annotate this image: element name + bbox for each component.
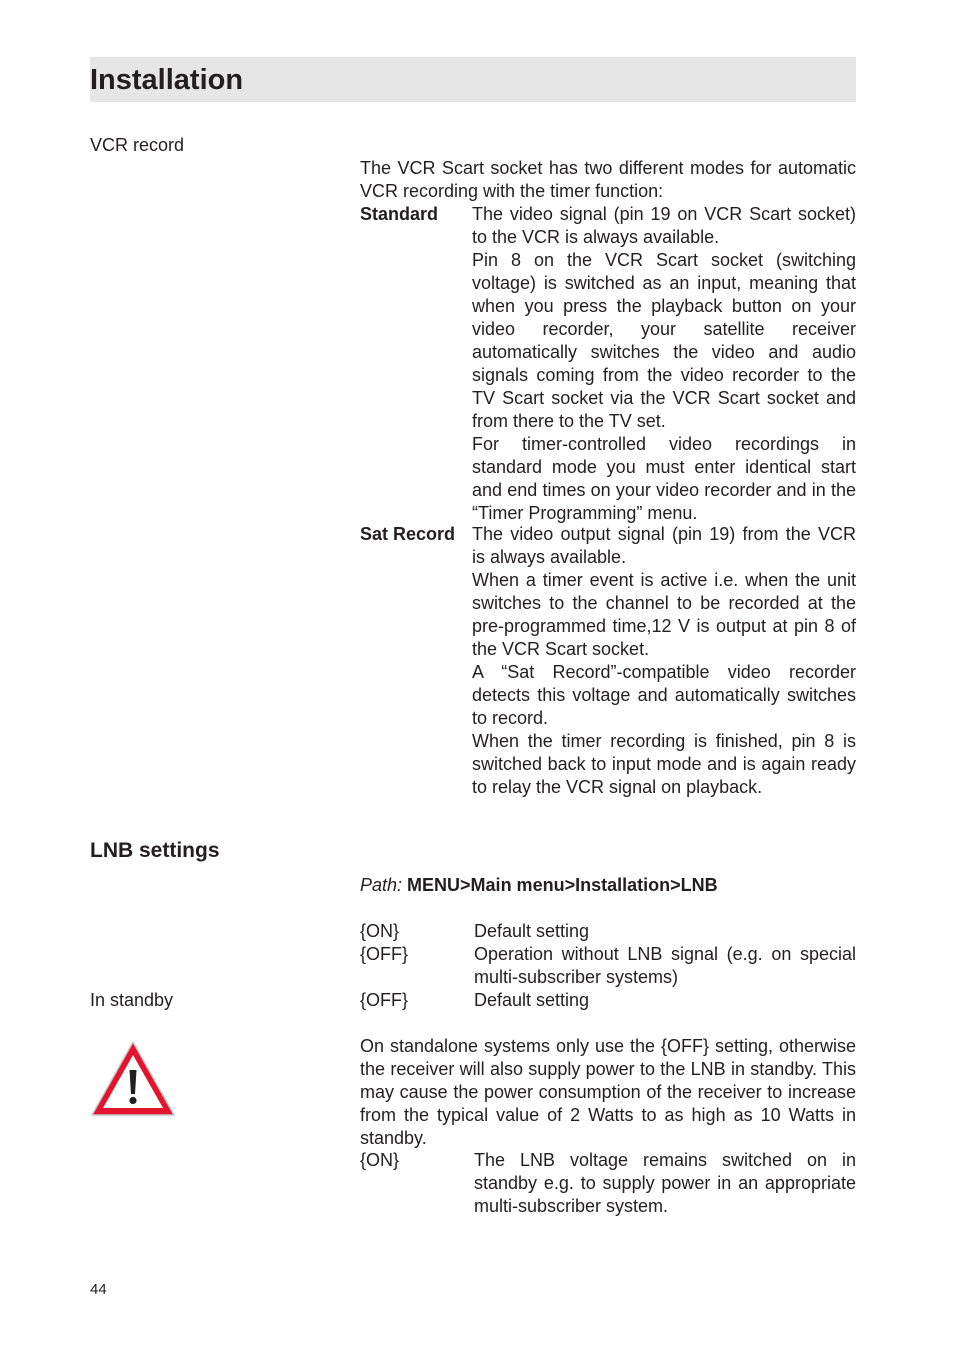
option-term: {ON}: [360, 921, 400, 941]
sat-record-paragraph: A “Sat Record”-compatible video recorder detects this voltage and automatically switches to record.: [472, 662, 856, 728]
option-description: Operation without LNB signal (e.g. on special multi-subscriber systems): [474, 944, 856, 987]
lnb-settings-heading: LNB settings: [90, 839, 220, 862]
page-number: 44: [90, 1281, 107, 1298]
warning-triangle-icon: [90, 1040, 176, 1117]
vcr-record-label: VCR record: [90, 135, 185, 155]
sat-record-paragraph: When a timer event is active i.e. when the unit switches to the channel to be recorded at the pre-programmed time,12 V is output at pin 8 of the VCR Scart socket.: [472, 570, 856, 659]
vcr-intro-text: The VCR Scart socket has two different modes for automatic VCR recording with the timer function:: [360, 158, 856, 201]
standard-paragraph: Pin 8 on the VCR Scart socket (switching voltage) is switched as an input, meaning that when you press the playback button on your video recorder, your satellite receiver automatically switches the video and audio signals coming from the video recorder to the TV Scart socket via the VCR Scart socket and from there to the TV set.: [472, 250, 856, 431]
page-title: Installation: [90, 64, 244, 96]
on-option-term: {ON}: [360, 1150, 400, 1170]
path-value: MENU>Main menu>Installation>LNB: [407, 875, 718, 895]
standby-option-term: {OFF}: [360, 990, 409, 1010]
sat-record-paragraph: The video output signal (pin 19) from the VCR is always available.: [472, 524, 856, 567]
standard-term: Standard: [360, 204, 439, 224]
sat-record-term: Sat Record: [360, 524, 456, 544]
on-option-description: The LNB voltage remains switched on in standby e.g. to supply power in an appropriate multi-subscriber system.: [474, 1150, 856, 1216]
standby-option-description: Default setting: [474, 990, 590, 1010]
warning-text: On standalone systems only use the {OFF} setting, otherwise the receiver will also supply power to the LNB in standby. This may cause the power consumption of the receiver to increase from the typical value of 2 Watts to as high as 10 Watts in standby.: [360, 1036, 856, 1148]
option-term: {OFF}: [360, 944, 409, 964]
menu-path: [360, 874, 718, 897]
standard-description: [472, 203, 856, 525]
standard-paragraph: The video signal (pin 19 on VCR Scart socket) to the VCR is always available.: [472, 204, 856, 247]
in-standby-label: In standby: [90, 990, 174, 1010]
option-description: Default setting: [474, 921, 590, 941]
sat-record-paragraph: When the timer recording is finished, pin 8 is switched back to input mode and is again ready to relay the VCR signal on playback.: [472, 731, 856, 797]
sat-record-description: [472, 523, 856, 799]
path-label: Path:: [360, 875, 403, 895]
standard-paragraph: For timer-controlled video recordings in standard mode you must enter identical start and end times on your video recorder and in the “Timer Programming” menu.: [472, 434, 856, 523]
